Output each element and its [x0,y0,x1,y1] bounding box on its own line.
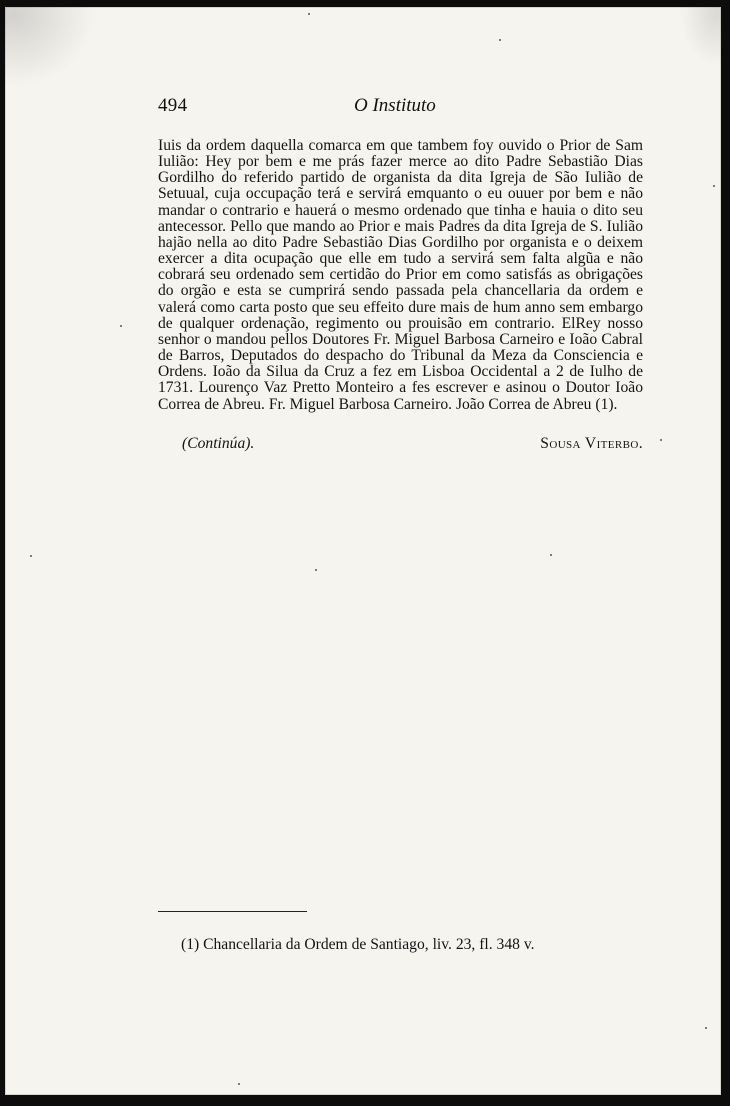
scan-speck [660,439,662,441]
scan-speck [550,554,552,556]
footnote: (1) Chancellaria da Ordem de Santiago, liv. 23, fl. 348 v. [181,936,535,953]
scan-speck [238,1083,240,1085]
scan-speck [120,325,122,327]
scan-speck [308,13,310,15]
running-title: O Instituto [354,95,436,116]
closing-row [158,435,643,457]
body-paragraph: Iuis da ordem daquella comarca em que tambem foy ouvido o Prior de Sam Iulião: Hey por bem e me prás fazer merce ao dito Padre Sebastião Dias Gordilho do referido partido de organista da dita Igreja de São Iulião de Setuual, cuja occupação terá e servirá emquanto o eu ouuer por bem e não mandar o contrario e hauerá o mesmo ordenado que tinha e hauia o dito seu antecessor. Pello que mando ao Prior e mais Padres da dita Igreja de S. Iulião hajão nella ao dito Padre Sebastião Dias Gordilho por organista e o deixem exercer a dita ocupação que elle em tudo a servirá sem falta algũa e não cobrará seu ordenado sem certidão do Prior em como satisfás as obrigações do orgão e esta se cumprirá sendo passada pela chancellaria da ordem e valerá como carta posto que seu effeito dure mais de hum anno sem embargo de qualquer ordenação, regimento ou prouisão em contrario. ElRey nosso senhor o mandou pellos Doutores Fr. Miguel Barbosa Carneiro e Ioão Cabral de Barros, Deputados do despacho do Tribunal da Meza da Consciencia e Ordens. Ioão da Silua da Cruz a fez em Lisboa Occidental a 2 de Iulho de 1731. Lourenço Vaz Pretto Monteiro a fes escrever e asinou o Doutor Ioão Correa de Abreu. Fr. Miguel Barbosa Carneiro. João Correa de Abreu (1). [158,137,643,413]
scan-speck [30,555,32,557]
continua-note: (Continúa). [182,435,255,452]
footnote-rule [158,911,307,912]
scan-speck [705,1027,707,1029]
document-page [5,7,721,1095]
scan-speck [499,39,501,41]
scan-smudge [5,7,95,87]
page-number: 494 [158,95,188,116]
page-header [158,95,642,125]
author-signature: Sousa Viterbo. [540,435,643,452]
scan-speck [315,569,317,571]
scan-smudge [681,7,721,67]
scan-speck [713,185,715,187]
